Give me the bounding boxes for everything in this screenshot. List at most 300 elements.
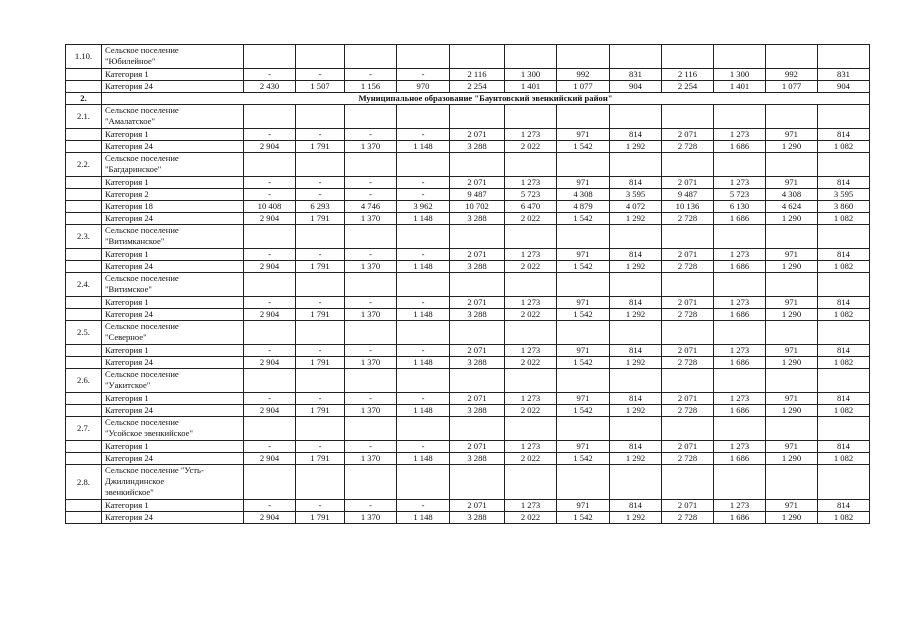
empty-cell: [662, 465, 714, 500]
value-cell: 814: [818, 345, 870, 357]
value-cell: 992: [766, 69, 818, 81]
empty-cell: [66, 213, 102, 225]
value-cell: 814: [818, 129, 870, 141]
empty-cell: [450, 273, 505, 297]
value-cell: 4 072: [610, 201, 662, 213]
value-cell: 1 290: [766, 453, 818, 465]
value-cell: 1 290: [766, 261, 818, 273]
settlement-name-line: Сельское поселение: [105, 105, 179, 115]
value-cell: -: [296, 345, 345, 357]
value-cell: 3 288: [450, 309, 505, 321]
value-cell: -: [296, 177, 345, 189]
empty-cell: [66, 309, 102, 321]
empty-cell: [244, 465, 296, 500]
empty-cell: [662, 225, 714, 249]
value-cell: 2 071: [662, 393, 714, 405]
value-cell: 814: [818, 500, 870, 512]
empty-cell: [610, 321, 662, 345]
value-cell: 2 254: [450, 81, 505, 93]
value-cell: -: [397, 297, 450, 309]
settlement-header-row: [66, 105, 870, 129]
settlement-name-line: Сельское поселение: [105, 321, 179, 331]
empty-cell: [766, 465, 818, 500]
value-cell: 1 273: [505, 177, 557, 189]
value-cell: 2 904: [244, 405, 296, 417]
category-name: Категория 1: [102, 249, 244, 261]
category-name: Категория 24: [102, 81, 244, 93]
value-cell: 1 273: [505, 129, 557, 141]
empty-cell: [662, 321, 714, 345]
empty-cell: [450, 105, 505, 129]
value-cell: 2 071: [662, 500, 714, 512]
value-cell: 971: [766, 249, 818, 261]
value-cell: -: [244, 345, 296, 357]
value-cell: 1 686: [714, 141, 766, 153]
value-cell: 3 288: [450, 141, 505, 153]
settlement-name-line: Сельское поселение "Усть-: [105, 465, 204, 475]
value-cell: -: [345, 297, 397, 309]
value-cell: 1 290: [766, 512, 818, 524]
empty-cell: [505, 465, 557, 500]
value-cell: 6 130: [714, 201, 766, 213]
value-cell: 1 300: [714, 69, 766, 81]
empty-cell: [818, 321, 870, 345]
value-cell: 1 791: [296, 141, 345, 153]
value-cell: 2 904: [244, 213, 296, 225]
value-cell: 4 624: [766, 201, 818, 213]
empty-cell: [345, 225, 397, 249]
table-row: [66, 189, 870, 201]
empty-cell: [557, 321, 610, 345]
value-cell: 2 022: [505, 357, 557, 369]
value-cell: 1 686: [714, 213, 766, 225]
value-cell: 9 487: [450, 189, 505, 201]
empty-cell: [505, 225, 557, 249]
value-cell: 1 370: [345, 357, 397, 369]
category-name: Категория 24: [102, 357, 244, 369]
settlement-name: [102, 273, 244, 297]
empty-cell: [610, 369, 662, 393]
empty-cell: [557, 45, 610, 69]
value-cell: 1 686: [714, 512, 766, 524]
value-cell: 4 879: [557, 201, 610, 213]
empty-cell: [505, 273, 557, 297]
empty-cell: [296, 45, 345, 69]
value-cell: 971: [557, 297, 610, 309]
value-cell: -: [296, 249, 345, 261]
category-name: Категория 24: [102, 213, 244, 225]
empty-cell: [345, 45, 397, 69]
empty-cell: [66, 405, 102, 417]
value-cell: 971: [766, 500, 818, 512]
value-cell: -: [296, 500, 345, 512]
value-cell: 2 904: [244, 141, 296, 153]
empty-cell: [714, 465, 766, 500]
value-cell: -: [296, 297, 345, 309]
empty-cell: [345, 465, 397, 500]
value-cell: 1 542: [557, 453, 610, 465]
empty-cell: [397, 225, 450, 249]
value-cell: 1 542: [557, 309, 610, 321]
value-cell: 5 723: [714, 189, 766, 201]
value-cell: 1 292: [610, 453, 662, 465]
value-cell: -: [296, 393, 345, 405]
empty-cell: [662, 417, 714, 441]
value-cell: 2 022: [505, 309, 557, 321]
value-cell: 2 071: [662, 345, 714, 357]
value-cell: 1 148: [397, 213, 450, 225]
value-cell: 1 292: [610, 309, 662, 321]
value-cell: 814: [818, 393, 870, 405]
value-cell: 1 148: [397, 512, 450, 524]
value-cell: 3 595: [818, 189, 870, 201]
empty-cell: [244, 321, 296, 345]
value-cell: 1 273: [714, 249, 766, 261]
value-cell: 971: [766, 129, 818, 141]
value-cell: 1 082: [818, 141, 870, 153]
value-cell: 1 542: [557, 261, 610, 273]
value-cell: -: [397, 393, 450, 405]
value-cell: -: [397, 249, 450, 261]
value-cell: 1 292: [610, 261, 662, 273]
empty-cell: [766, 369, 818, 393]
value-cell: 971: [766, 393, 818, 405]
value-cell: -: [345, 177, 397, 189]
table-row: [66, 129, 870, 141]
settlement-name: [102, 153, 244, 177]
value-cell: 1 542: [557, 512, 610, 524]
empty-cell: [296, 465, 345, 500]
value-cell: 971: [557, 129, 610, 141]
value-cell: 2 728: [662, 309, 714, 321]
empty-cell: [66, 249, 102, 261]
value-cell: 1 082: [818, 453, 870, 465]
value-cell: 1 290: [766, 357, 818, 369]
settlement-header-row: [66, 153, 870, 177]
value-cell: 814: [818, 297, 870, 309]
value-cell: 1 401: [714, 81, 766, 93]
value-cell: 1 370: [345, 309, 397, 321]
settlement-header-row: [66, 417, 870, 441]
value-cell: 2 071: [450, 393, 505, 405]
empty-cell: [397, 417, 450, 441]
empty-cell: [66, 189, 102, 201]
value-cell: -: [244, 297, 296, 309]
value-cell: 1 273: [714, 393, 766, 405]
row-code: 2.5.: [66, 321, 102, 345]
value-cell: 1 686: [714, 405, 766, 417]
value-cell: -: [345, 129, 397, 141]
settlement-name-line: "Амалатское": [105, 116, 156, 126]
empty-cell: [818, 225, 870, 249]
category-name: Категория 24: [102, 405, 244, 417]
empty-cell: [557, 417, 610, 441]
category-name: Категория 1: [102, 177, 244, 189]
settlement-name-line: Сельское поселение: [105, 45, 179, 55]
category-name: Категория 1: [102, 441, 244, 453]
empty-cell: [66, 453, 102, 465]
value-cell: 1 542: [557, 405, 610, 417]
value-cell: 1 300: [505, 69, 557, 81]
empty-cell: [66, 345, 102, 357]
settlement-header-row: [66, 273, 870, 297]
settlement-name-line: Джилиндинское: [105, 476, 165, 486]
value-cell: 831: [610, 69, 662, 81]
value-cell: 1 077: [557, 81, 610, 93]
settlement-name: [102, 465, 244, 500]
value-cell: 1 791: [296, 309, 345, 321]
empty-cell: [397, 153, 450, 177]
value-cell: 1 686: [714, 261, 766, 273]
empty-cell: [296, 321, 345, 345]
value-cell: -: [397, 500, 450, 512]
empty-cell: [818, 417, 870, 441]
value-cell: 1 370: [345, 213, 397, 225]
value-cell: 1 292: [610, 512, 662, 524]
value-cell: -: [296, 189, 345, 201]
value-cell: 2 071: [662, 441, 714, 453]
empty-cell: [505, 45, 557, 69]
value-cell: -: [244, 129, 296, 141]
empty-cell: [505, 417, 557, 441]
value-cell: 1 082: [818, 309, 870, 321]
value-cell: 2 071: [450, 500, 505, 512]
value-cell: 3 288: [450, 261, 505, 273]
empty-cell: [714, 45, 766, 69]
value-cell: 814: [610, 249, 662, 261]
value-cell: 3 288: [450, 405, 505, 417]
value-cell: 1 370: [345, 261, 397, 273]
settlement-name-line: "Усойское эвенкийское": [105, 428, 193, 438]
value-cell: 2 728: [662, 261, 714, 273]
empty-cell: [450, 225, 505, 249]
table-row: [66, 201, 870, 213]
empty-cell: [714, 321, 766, 345]
row-code: 1.10.: [66, 45, 102, 69]
empty-cell: [662, 45, 714, 69]
table-row: [66, 261, 870, 273]
empty-cell: [450, 321, 505, 345]
empty-cell: [244, 45, 296, 69]
value-cell: -: [345, 345, 397, 357]
value-cell: 1 292: [610, 213, 662, 225]
category-name: Категория 1: [102, 500, 244, 512]
value-cell: 814: [818, 177, 870, 189]
value-cell: 3 288: [450, 357, 505, 369]
category-name: Категория 2: [102, 189, 244, 201]
value-cell: 1 273: [714, 500, 766, 512]
empty-cell: [610, 417, 662, 441]
value-cell: 4 308: [557, 189, 610, 201]
empty-cell: [66, 261, 102, 273]
empty-cell: [505, 153, 557, 177]
value-cell: 2 022: [505, 141, 557, 153]
value-cell: 1 273: [714, 441, 766, 453]
empty-cell: [345, 273, 397, 297]
value-cell: 1 082: [818, 213, 870, 225]
empty-cell: [818, 153, 870, 177]
settlement-name-line: Сельское поселение: [105, 369, 179, 379]
empty-cell: [345, 105, 397, 129]
empty-cell: [66, 141, 102, 153]
table-row: [66, 512, 870, 524]
category-name: Категория 1: [102, 297, 244, 309]
value-cell: -: [244, 249, 296, 261]
value-cell: 1 507: [296, 81, 345, 93]
value-cell: 1 148: [397, 357, 450, 369]
empty-cell: [450, 465, 505, 500]
value-cell: 3 860: [818, 201, 870, 213]
value-cell: 1 370: [345, 141, 397, 153]
value-cell: 1 148: [397, 405, 450, 417]
table-row: [66, 441, 870, 453]
value-cell: 971: [766, 345, 818, 357]
value-cell: 971: [766, 297, 818, 309]
value-cell: 4 746: [345, 201, 397, 213]
value-cell: 2 430: [244, 81, 296, 93]
table-row: [66, 345, 870, 357]
value-cell: 3 962: [397, 201, 450, 213]
value-cell: 1 370: [345, 453, 397, 465]
empty-cell: [714, 225, 766, 249]
value-cell: 814: [610, 441, 662, 453]
table-row: [66, 500, 870, 512]
value-cell: 814: [610, 345, 662, 357]
value-cell: 2 904: [244, 512, 296, 524]
empty-cell: [766, 225, 818, 249]
value-cell: 2 728: [662, 512, 714, 524]
row-code: 2.2.: [66, 153, 102, 177]
settlement-header-row: [66, 321, 870, 345]
section-title: Муниципальное образование "Баунтовский эвенкийский район": [102, 93, 870, 105]
value-cell: 6 470: [505, 201, 557, 213]
section-code: 2.: [66, 93, 102, 105]
empty-cell: [450, 153, 505, 177]
empty-cell: [557, 105, 610, 129]
value-cell: 2 022: [505, 405, 557, 417]
empty-cell: [557, 273, 610, 297]
empty-cell: [296, 225, 345, 249]
value-cell: 1 370: [345, 512, 397, 524]
empty-cell: [66, 441, 102, 453]
value-cell: 831: [818, 69, 870, 81]
value-cell: 3 288: [450, 213, 505, 225]
table-row: [66, 141, 870, 153]
value-cell: 971: [557, 249, 610, 261]
empty-cell: [345, 321, 397, 345]
settlement-name: [102, 225, 244, 249]
value-cell: -: [296, 441, 345, 453]
value-cell: 1 542: [557, 141, 610, 153]
empty-cell: [397, 273, 450, 297]
category-name: Категория 1: [102, 345, 244, 357]
section-row: [66, 93, 870, 105]
table-row: [66, 69, 870, 81]
value-cell: 814: [610, 297, 662, 309]
empty-cell: [766, 417, 818, 441]
value-cell: 992: [557, 69, 610, 81]
empty-cell: [610, 225, 662, 249]
empty-cell: [244, 105, 296, 129]
value-cell: 2 022: [505, 261, 557, 273]
category-name: Категория 24: [102, 453, 244, 465]
value-cell: -: [296, 129, 345, 141]
value-cell: 814: [818, 441, 870, 453]
value-cell: 2 116: [450, 69, 505, 81]
value-cell: 1 290: [766, 213, 818, 225]
category-name: Категория 18: [102, 201, 244, 213]
empty-cell: [818, 465, 870, 500]
settlement-name-line: "Витимское": [105, 284, 152, 294]
empty-cell: [557, 465, 610, 500]
empty-cell: [296, 417, 345, 441]
value-cell: 970: [397, 81, 450, 93]
value-cell: 1 370: [345, 405, 397, 417]
settlement-name-line: "Северное": [105, 332, 147, 342]
value-cell: 2 071: [662, 177, 714, 189]
row-code: 2.7.: [66, 417, 102, 441]
value-cell: 1 292: [610, 357, 662, 369]
settlement-header-row: [66, 369, 870, 393]
value-cell: 1 686: [714, 453, 766, 465]
value-cell: 3 288: [450, 453, 505, 465]
value-cell: 1 542: [557, 213, 610, 225]
value-cell: 2 022: [505, 512, 557, 524]
empty-cell: [296, 369, 345, 393]
empty-cell: [244, 417, 296, 441]
value-cell: -: [397, 177, 450, 189]
settlement-name: [102, 321, 244, 345]
empty-cell: [66, 393, 102, 405]
empty-cell: [397, 105, 450, 129]
empty-cell: [296, 273, 345, 297]
value-cell: 1 401: [505, 81, 557, 93]
empty-cell: [714, 417, 766, 441]
value-cell: 10 408: [244, 201, 296, 213]
empty-cell: [296, 153, 345, 177]
value-cell: -: [397, 441, 450, 453]
value-cell: 1 273: [714, 129, 766, 141]
empty-cell: [714, 153, 766, 177]
settlement-header-row: [66, 465, 870, 500]
table-row: [66, 81, 870, 93]
value-cell: 2 071: [450, 177, 505, 189]
value-cell: 1 290: [766, 309, 818, 321]
value-cell: 1 273: [714, 345, 766, 357]
value-cell: 1 292: [610, 141, 662, 153]
value-cell: 1 148: [397, 309, 450, 321]
empty-cell: [450, 45, 505, 69]
empty-cell: [66, 297, 102, 309]
value-cell: 971: [557, 441, 610, 453]
empty-cell: [296, 105, 345, 129]
empty-cell: [244, 225, 296, 249]
empty-cell: [345, 417, 397, 441]
empty-cell: [397, 45, 450, 69]
value-cell: 1 290: [766, 141, 818, 153]
value-cell: -: [345, 249, 397, 261]
value-cell: 2 728: [662, 453, 714, 465]
value-cell: 904: [818, 81, 870, 93]
empty-cell: [610, 273, 662, 297]
empty-cell: [450, 369, 505, 393]
empty-cell: [66, 357, 102, 369]
value-cell: -: [345, 441, 397, 453]
value-cell: 1 290: [766, 405, 818, 417]
row-code: 2.1.: [66, 105, 102, 129]
empty-cell: [610, 105, 662, 129]
empty-cell: [662, 105, 714, 129]
